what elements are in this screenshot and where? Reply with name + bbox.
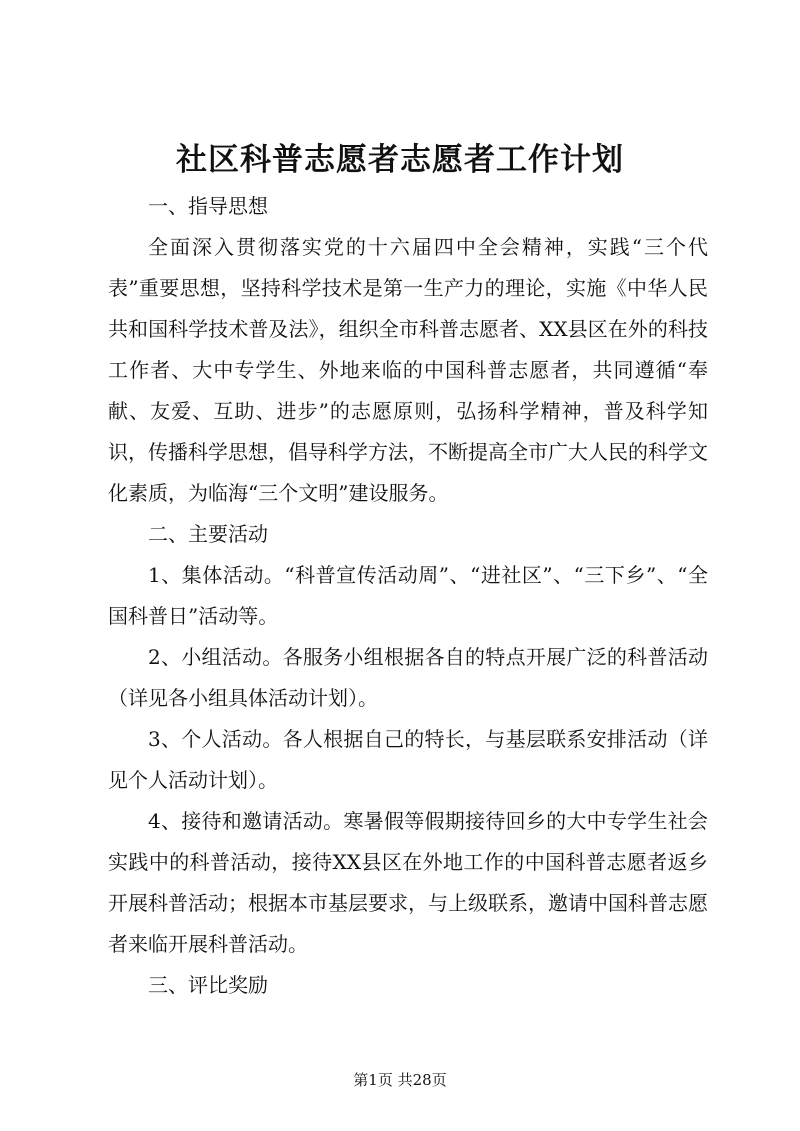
document-title: 社区科普志愿者志愿者工作计划: [176, 142, 624, 178]
paragraph-reception-activities: 4、接待和邀请活动。寒暑假等假期接待回乡的大中专学生社会实践中的科普活动，接待XX县区在外地工作的中国科普志愿者返乡开展科普活动；根据本市基层要求，与上级联系，邀请中国科普志愿者来临开展科普活动。: [108, 809, 708, 956]
paragraph-guiding-ideology: 全面深入贯彻落实党的十六届四中全会精神，实践“三个代表”重要思想，坚持科学技术是第一生产力的理论，实施《中华人民共和国科学技术普及法》，组织全市科普志愿者、XX县区在外的科技工作者、大中专学生、外地来临的中国科普志愿者，共同遵循“奉献、友爱、互助、进步”的志愿原则，弘扬科学精神，普及科学知识，传播科学思想，倡导科学方法，不断提高全市广大人民的科学文化素质，为临海“三个文明”建设服务。: [108, 235, 708, 505]
paragraph-collective-activities: 1、集体活动。“科普宣传活动周”、“进社区”、“三下乡”、“全国科普日”活动等。: [108, 563, 708, 628]
section-heading-guiding-ideology: 一、指导思想: [148, 194, 268, 218]
paragraph-group-activities: 2、小组活动。各服务小组根据各自的特点开展广泛的科普活动（详见各小组具体活动计划）。: [108, 645, 708, 710]
paragraph-individual-activities: 3、个人活动。各人根据自己的特长，与基层联系安排活动（详见个人活动计划）。: [108, 727, 708, 792]
section-heading-evaluation-awards: 三、评比奖励: [148, 973, 268, 997]
section-heading-main-activities: 二、主要活动: [148, 522, 268, 546]
page-number-footer: 第1页 共28页: [353, 1071, 447, 1089]
document-body: [108, 186, 708, 1006]
